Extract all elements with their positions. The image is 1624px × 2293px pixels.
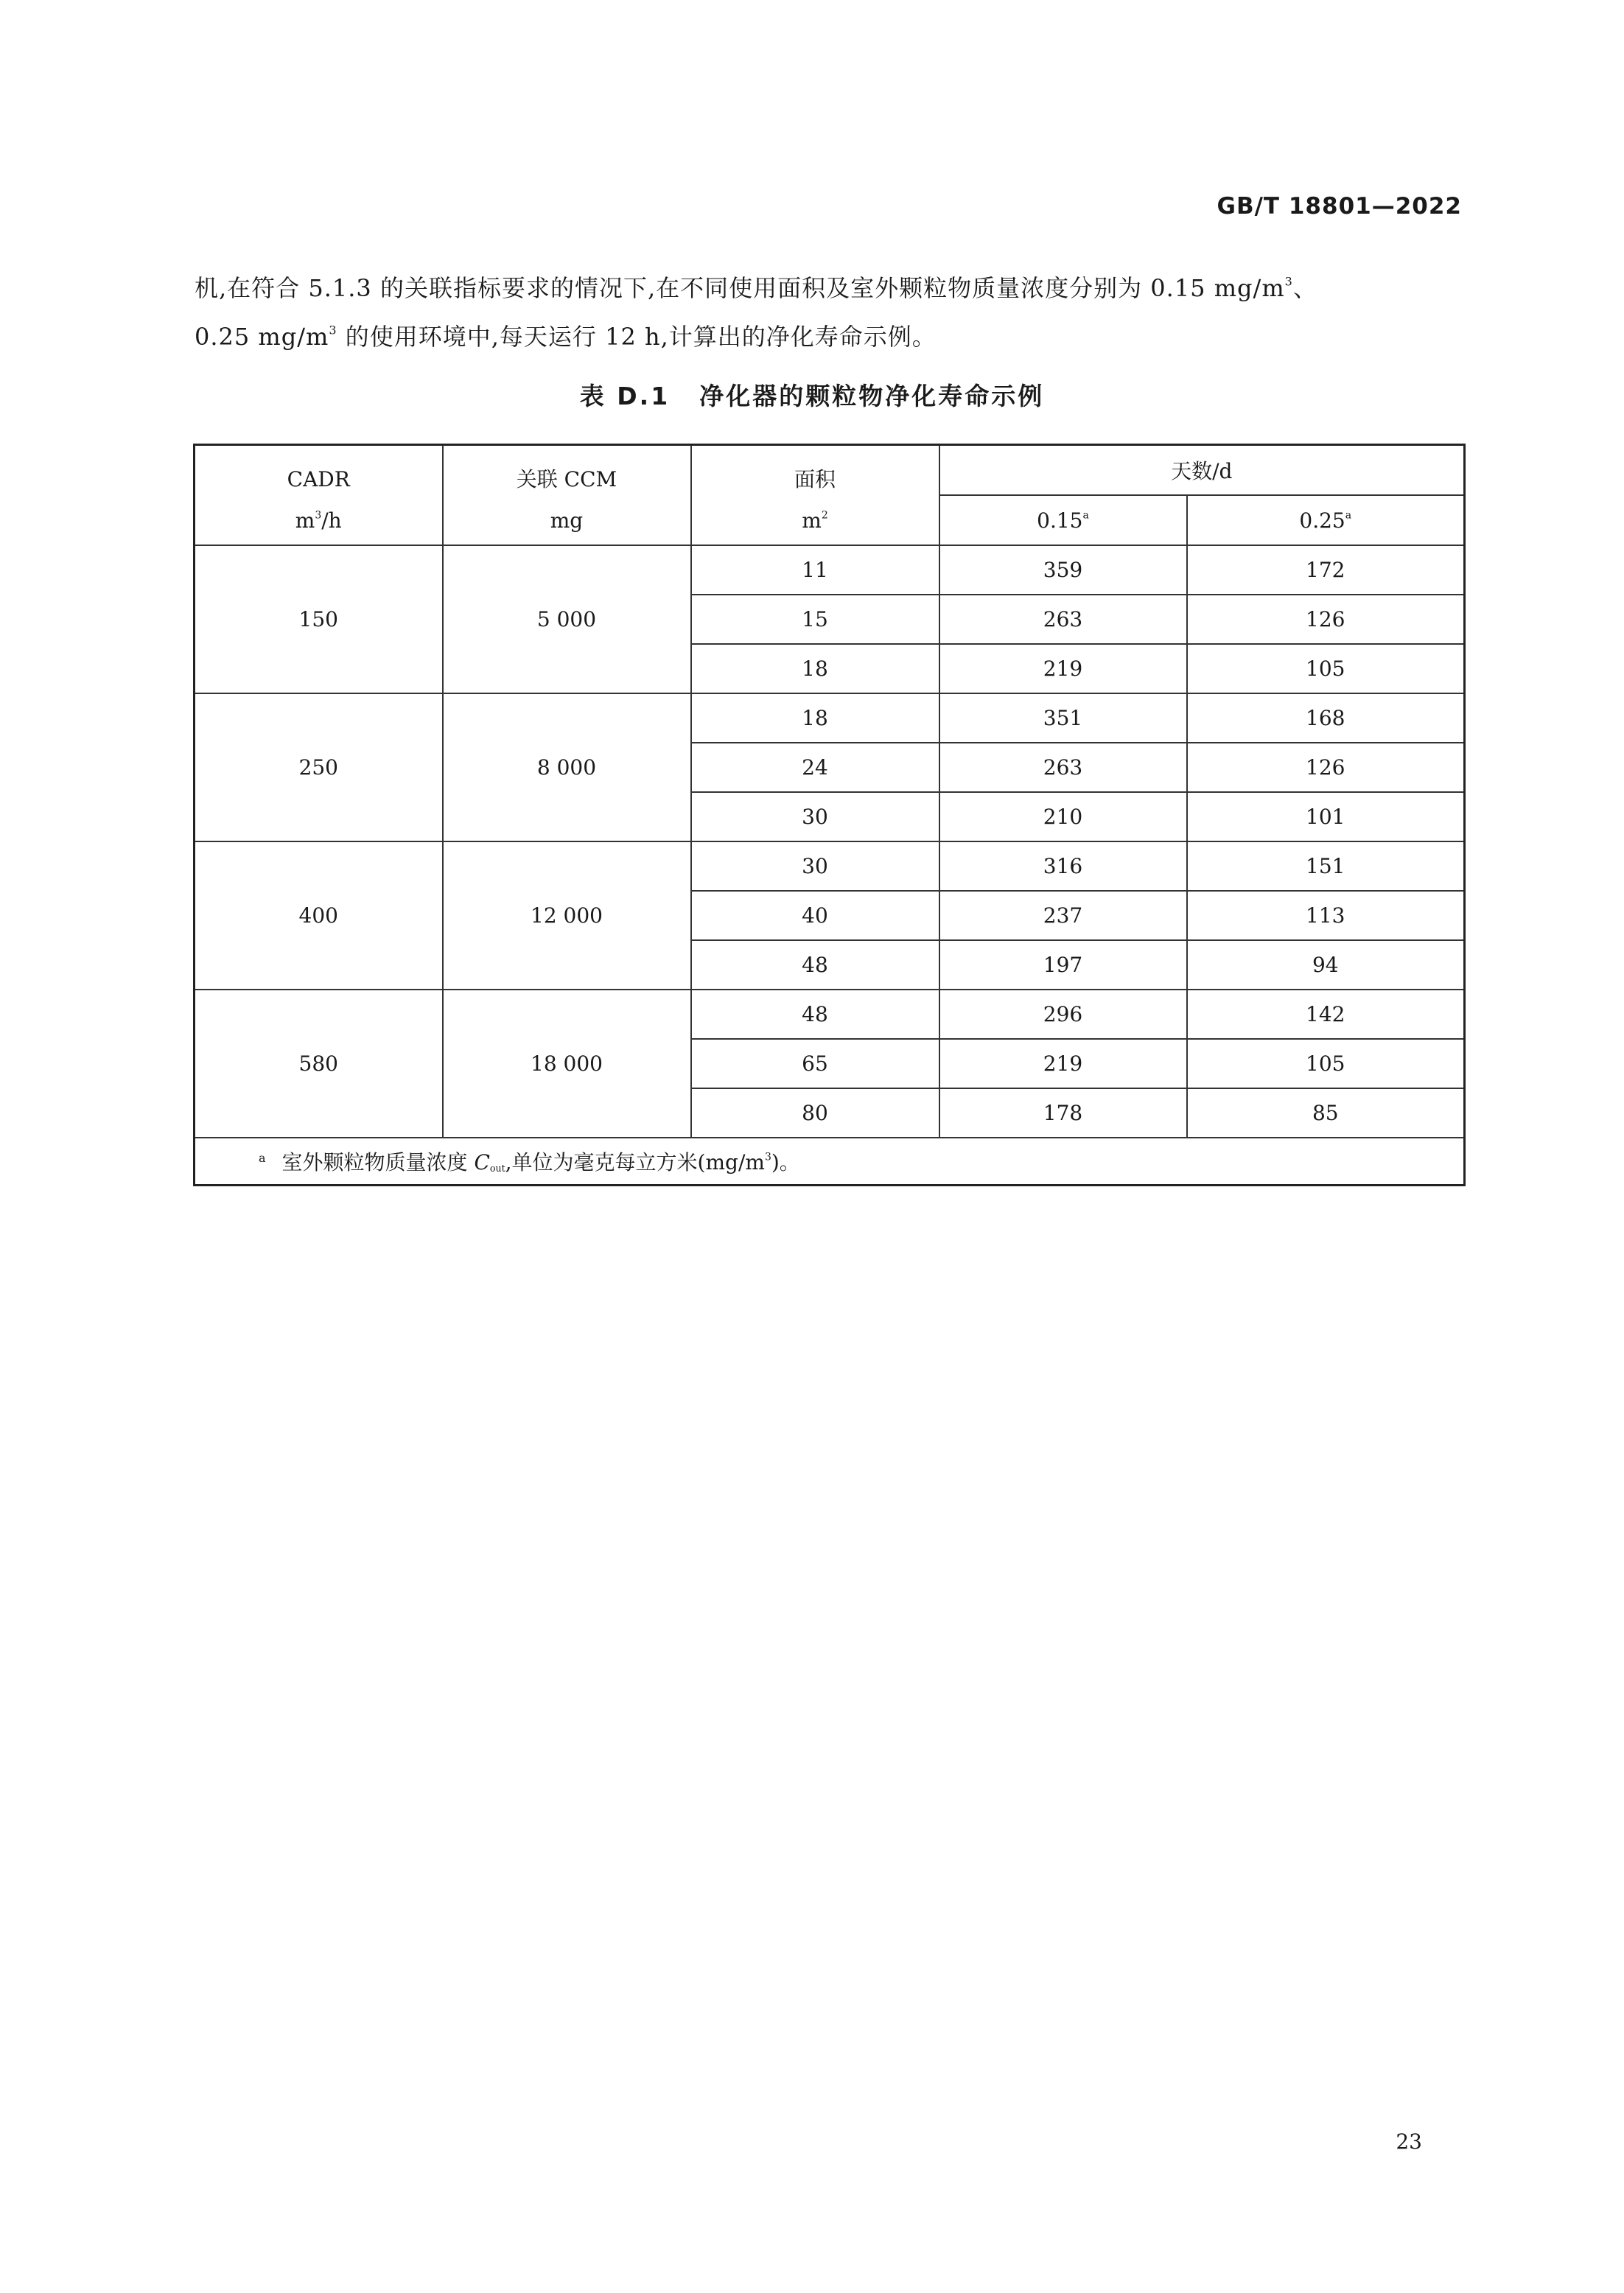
cell-cadr: 580 — [195, 990, 443, 1138]
cell-days-025: 105 — [1187, 1039, 1465, 1088]
superscript: 3 — [329, 323, 337, 337]
paragraph-text: 机,在符合 5.1.3 的关联指标要求的情况下,在不同使用面积及室外颗粒物质量浓度分别为 0.15 mg/m — [195, 274, 1285, 302]
cell-days-015: 296 — [939, 990, 1187, 1039]
header-cadr — [195, 445, 443, 546]
cell-area: 40 — [691, 891, 939, 940]
header-area-label: 面积 — [794, 467, 836, 491]
paragraph-line-1 — [195, 264, 1462, 312]
cell-cadr: 400 — [195, 841, 443, 990]
cell-days-015: 263 — [939, 595, 1187, 644]
cell-ccm: 18 000 — [443, 990, 691, 1138]
table-row — [195, 545, 1465, 595]
purification-life-table — [193, 444, 1466, 1186]
header-area-unit: $m^2$ — [802, 508, 828, 533]
cell-days-025: 113 — [1187, 891, 1465, 940]
header-ccm-unit: mg — [550, 508, 584, 533]
cell-days-015: 263 — [939, 743, 1187, 792]
table-caption: 净化器的颗粒物净化寿命示例 — [699, 382, 1045, 410]
cell-days-025: 126 — [1187, 595, 1465, 644]
paragraph-text: 、 — [1292, 274, 1317, 302]
paragraph-line-2 — [195, 312, 1462, 361]
cell-days-025: 168 — [1187, 693, 1465, 743]
cell-area: 11 — [691, 545, 939, 595]
cell-days-015: 197 — [939, 940, 1187, 990]
cell-area: 30 — [691, 841, 939, 891]
cell-days-015: 351 — [939, 693, 1187, 743]
cell-days-015: 237 — [939, 891, 1187, 940]
cell-days-025: 126 — [1187, 743, 1465, 792]
table-footnote-row — [195, 1138, 1465, 1186]
table-row — [195, 693, 1465, 743]
table-footnote: $^a$ 室外颗粒物质量浓度 $C_{out}$,单位为毫克每立方米$(mg/m^3)$。 — [195, 1138, 1465, 1186]
cell-area: 18 — [691, 693, 939, 743]
cell-ccm: 5 000 — [443, 545, 691, 693]
cell-days-015: 316 — [939, 841, 1187, 891]
cell-area: 30 — [691, 792, 939, 841]
symbol-c-out: C — [474, 1150, 490, 1174]
table-row — [195, 990, 1465, 1039]
cell-area: 48 — [691, 940, 939, 990]
table-number: 表 D.1 — [579, 382, 671, 410]
cell-area: 15 — [691, 595, 939, 644]
header-conc-015: 0.15$^a$ — [939, 495, 1187, 545]
page-number: 23 — [1396, 2129, 1422, 2154]
footnote-mark: a — [259, 1151, 266, 1165]
cell-days-025: 94 — [1187, 940, 1465, 990]
cell-days-025: 105 — [1187, 644, 1465, 693]
header-conc-025: 0.25$^a$ — [1187, 495, 1465, 545]
cell-days-015: 210 — [939, 792, 1187, 841]
cell-days-025: 85 — [1187, 1088, 1465, 1138]
cell-days-025: 142 — [1187, 990, 1465, 1039]
header-ccm — [443, 445, 691, 546]
cell-days-025: 101 — [1187, 792, 1465, 841]
paragraph-text: 0.25 mg/m — [195, 323, 329, 351]
superscript: 3 — [1284, 274, 1293, 289]
header-cadr-label: CADR — [287, 467, 350, 491]
cell-area: 65 — [691, 1039, 939, 1088]
table-body — [195, 545, 1465, 1138]
intro-paragraph — [195, 264, 1462, 361]
cell-ccm: 8 000 — [443, 693, 691, 841]
table-title — [0, 377, 1624, 412]
cell-cadr: 150 — [195, 545, 443, 693]
cell-area: 24 — [691, 743, 939, 792]
cell-days-015: 219 — [939, 1039, 1187, 1088]
cell-area: 48 — [691, 990, 939, 1039]
cell-days-015: 178 — [939, 1088, 1187, 1138]
paragraph-text: 的使用环境中,每天运行 12 h,计算出的净化寿命示例。 — [337, 323, 937, 351]
header-cadr-unit: $m^3/h$ — [295, 508, 342, 533]
cell-days-025: 172 — [1187, 545, 1465, 595]
cell-days-025: 151 — [1187, 841, 1465, 891]
header-area — [691, 445, 939, 546]
cell-cadr: 250 — [195, 693, 443, 841]
cell-days-015: 359 — [939, 545, 1187, 595]
header-ccm-label: 关联 CCM — [516, 467, 617, 491]
cell-ccm: 12 000 — [443, 841, 691, 990]
cell-days-015: 219 — [939, 644, 1187, 693]
cell-area: 18 — [691, 644, 939, 693]
table-row — [195, 841, 1465, 891]
standard-number: GB/T 18801—2022 — [1217, 193, 1462, 220]
header-days: 天数/d — [939, 445, 1465, 496]
cell-area: 80 — [691, 1088, 939, 1138]
